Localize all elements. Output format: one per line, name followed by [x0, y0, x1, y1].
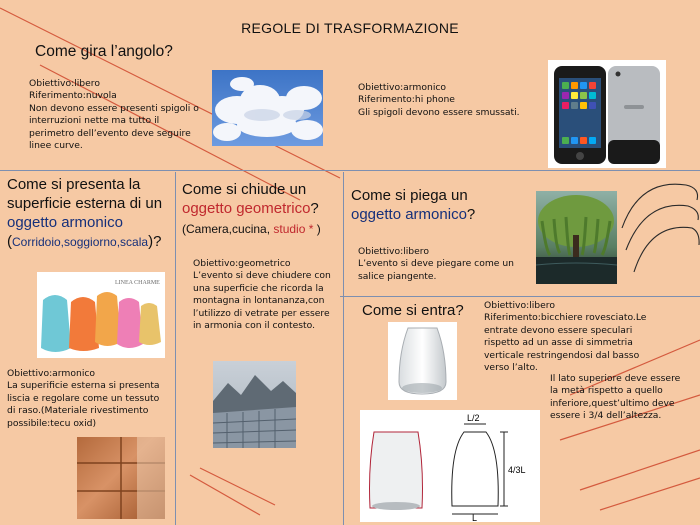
- text-line: una superficie che ricorda la: [193, 282, 324, 294]
- text-line: verso l’alto.: [484, 362, 538, 374]
- text-line: Non devono essere presenti spigoli o: [29, 102, 199, 114]
- text-line: Riferimento:bicchiere rovesciato.Le: [484, 312, 647, 324]
- text-line: inferiore,quest’ultimo deve: [550, 397, 675, 409]
- willow-tree-image: [536, 191, 617, 284]
- text-line: essere i 3/4 dell’altezza.: [550, 410, 662, 422]
- text-line: interruzioni nette ma tutto il: [29, 115, 160, 127]
- room-list: Corridoio,soggiorno,scala: [12, 235, 149, 249]
- copper-panels-image: [77, 437, 165, 519]
- text-line: in armonia con il contesto.: [193, 320, 315, 332]
- divider-vertical-left: [175, 172, 176, 525]
- q6-notes: [484, 300, 646, 374]
- q3-notes: [7, 368, 160, 430]
- text-span: ?: [310, 200, 319, 217]
- text-span: (: [182, 222, 186, 236]
- q4-notes: [193, 258, 331, 332]
- text-line: L’evento si deve chiudere con: [193, 270, 331, 282]
- text-line: la metà rispetto a quello: [550, 385, 663, 397]
- cloud-image: [212, 70, 323, 146]
- text-line: di raso.(Materiale rivestimento: [7, 405, 149, 417]
- text-line: montagna in lontananza,con: [193, 295, 325, 307]
- q6-proportions: [550, 373, 680, 423]
- mountain-building-image: [213, 361, 296, 448]
- keyword-geometric-object: oggetto geometrico: [182, 200, 311, 217]
- q5-notes: [358, 246, 514, 283]
- text-line: Come si piega un: [351, 187, 468, 204]
- bag-brand-label: LINEA CHARME: [115, 280, 160, 286]
- diagram-bottom-label: L: [472, 513, 478, 522]
- diagram-top-label: L/2: [467, 413, 480, 423]
- glass-image: [388, 322, 457, 400]
- text-line: perimetro dell’evento deve seguire: [29, 127, 191, 139]
- keyword-harmonic-object: oggetto armonico: [7, 214, 123, 231]
- iphone-image: [548, 60, 666, 168]
- text-line: Obiettivo:armonico: [358, 82, 447, 93]
- question-corner: Come gira l’angolo?: [35, 43, 173, 60]
- text-line: Obiettivo:libero: [484, 300, 555, 311]
- proportion-diagram: [360, 410, 540, 522]
- text-line: Obiettivo:libero: [358, 246, 429, 257]
- text-span: ): [313, 222, 321, 236]
- text-span: )?: [148, 233, 162, 250]
- room-highlight: studio *: [273, 222, 314, 236]
- divider-horizontal-right: [340, 296, 700, 297]
- text-line: Riferimento:hi phone: [358, 94, 455, 106]
- text-line: L’evento si deve piegare come un: [358, 258, 514, 270]
- diagram-height-label: 4/3L: [508, 465, 526, 475]
- keyword-harmonic-object: oggetto armonico: [351, 206, 467, 223]
- text-line: verticale restringendosi dal basso: [484, 349, 640, 361]
- text-line: l’utilizzo di vetrate per essere: [193, 307, 330, 319]
- text-line: Gli spigoli devono essere smussati.: [358, 106, 520, 118]
- text-line: possibile:tecu oxid): [7, 417, 97, 429]
- divider-horizontal: [0, 170, 700, 171]
- text-line: La superificie esterna si presenta: [7, 380, 160, 392]
- question-enter: Come si entra?: [362, 302, 464, 319]
- text-line: salice piangente.: [358, 270, 437, 282]
- text-line: Obiettivo:geometrico: [193, 258, 291, 269]
- question-bend: [351, 186, 475, 224]
- text-line: linee curve.: [29, 140, 83, 152]
- divider-vertical-right: [343, 172, 344, 525]
- text-span: ?: [466, 206, 476, 223]
- text-line: Come si presenta la: [7, 176, 141, 193]
- text-line: liscia e regolare come un tessuto: [7, 392, 160, 404]
- q1-notes: [29, 78, 199, 152]
- q2-notes: [358, 82, 520, 119]
- question-close: [182, 180, 321, 239]
- text-line: rispetto ad un asse di simmetria: [484, 337, 633, 349]
- text-line: Il lato superiore deve essere: [550, 373, 681, 384]
- text-line: Obiettivo:libero: [29, 78, 100, 89]
- text-line: entrate devono essere speculari: [484, 324, 633, 336]
- question-surface: [7, 175, 162, 252]
- text-line: Riferimento:nuvola: [29, 90, 117, 102]
- room-list: Camera,cucina,: [186, 222, 274, 236]
- text-line: superficie esterna di un: [7, 195, 163, 212]
- satin-bags-image: [37, 272, 165, 358]
- slide-title: REGOLE DI TRASFORMAZIONE: [241, 20, 459, 36]
- text-line: Obiettivo:armonico: [7, 368, 96, 379]
- text-line: Come si chiude un: [182, 181, 307, 198]
- text-span: (: [7, 233, 12, 250]
